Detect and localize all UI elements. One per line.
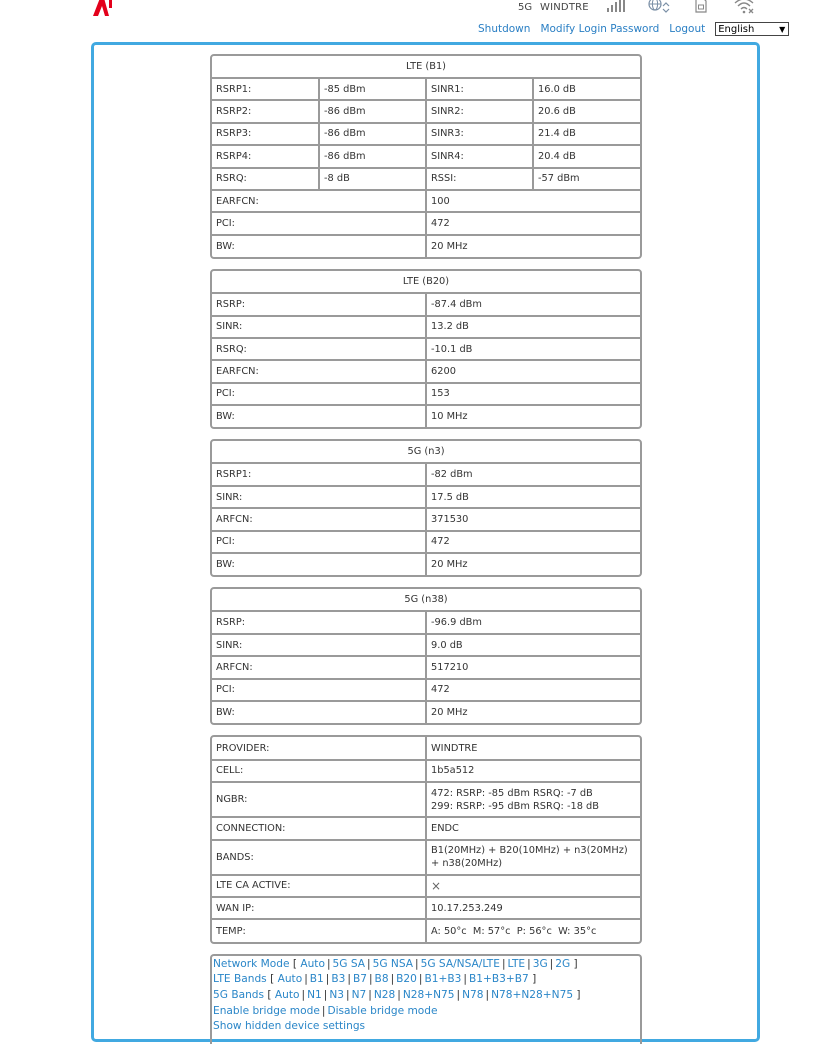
- nr-bands-label[interactable]: 5G Bands: [213, 988, 265, 1001]
- table-row: [212, 78, 640, 100]
- nr-band-auto[interactable]: Auto: [274, 988, 300, 1001]
- table-row: [212, 212, 640, 234]
- cell-label: EARFCN:: [212, 360, 426, 382]
- network-type: 5G: [518, 1, 533, 13]
- provider-label: PROVIDER:: [212, 737, 426, 759]
- wifi-icon: [733, 0, 757, 15]
- cell-value: -86 dBm: [319, 100, 426, 122]
- table-row: [212, 656, 640, 678]
- language-select[interactable]: [715, 22, 789, 36]
- cell-value: 472: [426, 679, 640, 701]
- table-row: [212, 316, 640, 338]
- hidden-settings-row: [213, 1019, 640, 1035]
- cell-label: RSRQ:: [212, 338, 426, 360]
- cell-value: 20.6 dB: [533, 100, 640, 122]
- table-row: [212, 235, 640, 257]
- lte-band-b3[interactable]: B3: [331, 973, 346, 986]
- cell-label: BW:: [212, 701, 426, 723]
- table-title: 5G (n3): [212, 441, 640, 463]
- cell-value: 17.5 dB: [426, 486, 640, 508]
- network-mode-row: Network Mode [ Auto | 5G SA | 5G NSA | 5G SA/NSA/LTE | LTE | 3G | 2G ]: [213, 957, 578, 970]
- cell-value: -10.1 dB: [426, 338, 640, 360]
- top-links: [478, 22, 789, 36]
- cell-value: 6200: [426, 360, 640, 382]
- cell-value: 100: [426, 190, 640, 212]
- network-mode-label[interactable]: Network Mode: [213, 957, 290, 970]
- table-row: [212, 360, 640, 382]
- cell-label: RSRP3:: [212, 123, 319, 145]
- cell-value: -57 dBm: [533, 168, 640, 190]
- cell-label: RSRP:: [212, 293, 426, 315]
- table-row: [212, 875, 640, 897]
- cell-value: 20 MHz: [426, 701, 640, 723]
- network-controls: [210, 954, 642, 1044]
- cell-label: ARFCN:: [212, 508, 426, 530]
- signal-bars-icon: [606, 0, 628, 13]
- bands-value: B1(20MHz) + B20(10MHz) + n3(20MHz) + n38(20MHz): [426, 840, 640, 875]
- wan-ip-value: 10.17.253.249: [426, 897, 640, 919]
- show-hidden-settings-link[interactable]: Show hidden device settings: [213, 1020, 366, 1033]
- table-row: [212, 123, 640, 145]
- provider-value: WINDTRE: [426, 737, 640, 759]
- cell-value: -86 dBm: [319, 123, 426, 145]
- nr-band-n28-n75[interactable]: N28+N75: [402, 988, 455, 1001]
- lte-b1-table: [210, 54, 642, 259]
- lte-bands-label[interactable]: LTE Bands: [213, 973, 267, 986]
- table-row: [212, 737, 640, 759]
- cell-value: 153: [426, 383, 640, 405]
- cell-value: -86 dBm: [319, 145, 426, 167]
- cell-id-value: 1b5a512: [426, 760, 640, 782]
- connection-value: ENDC: [426, 817, 640, 839]
- table-row: [212, 634, 640, 656]
- cell-label: PCI:: [212, 531, 426, 553]
- ngbr-value: [426, 782, 640, 817]
- nr-band-n7[interactable]: N7: [351, 988, 367, 1001]
- provider-name: WINDTRE: [540, 1, 589, 13]
- cell-label: BW:: [212, 405, 426, 427]
- cell-value: 20.4 dB: [533, 145, 640, 167]
- globe-network-icon[interactable]: [645, 0, 673, 13]
- table-title: LTE (B20): [212, 271, 640, 293]
- cell-label: RSRP1:: [212, 463, 426, 485]
- table-row: [212, 190, 640, 212]
- lte-ca-label: LTE CA ACTIVE:: [212, 875, 426, 897]
- cell-value: -96.9 dBm: [426, 611, 640, 633]
- table-row: [212, 100, 640, 122]
- lte-band-b1-b3[interactable]: B1+B3: [424, 973, 462, 986]
- cell-label: RSRP:: [212, 611, 426, 633]
- cell-label: EARFCN:: [212, 190, 426, 212]
- cell-value: 16.0 dB: [533, 78, 640, 100]
- lte-band-b1[interactable]: B1: [309, 973, 324, 986]
- table-row: [212, 760, 640, 782]
- table-row: [212, 293, 640, 315]
- brand-logo: [92, 0, 116, 16]
- network-mode-5g-sa[interactable]: 5G SA: [332, 957, 366, 970]
- lte-band-b1-b3-b7[interactable]: B1+B3+B7: [468, 973, 529, 986]
- cell-value: 20 MHz: [426, 553, 640, 575]
- cell-value: -85 dBm: [319, 78, 426, 100]
- table-row: [212, 817, 640, 839]
- nr-bands-row: 5G Bands [ Auto | N1 | N3 | N7 | N28 | N28+N75 | N78 | N78+N28+N75 ]: [213, 988, 581, 1001]
- lte-band-b7[interactable]: B7: [352, 973, 367, 986]
- nr-band-n28[interactable]: N28: [373, 988, 396, 1001]
- table-title: LTE (B1): [212, 56, 640, 78]
- temp-label: TEMP:: [212, 919, 426, 941]
- nr-n3-table: [210, 439, 642, 577]
- cell-label: PCI:: [212, 679, 426, 701]
- cell-label: RSRP1:: [212, 78, 319, 100]
- table-row: [212, 338, 640, 360]
- cell-label: PCI:: [212, 383, 426, 405]
- cell-label: SINR:: [212, 634, 426, 656]
- lte-band-auto[interactable]: Auto: [277, 973, 303, 986]
- table-row: [212, 919, 640, 941]
- network-mode-5g-nsa[interactable]: 5G NSA: [372, 957, 414, 970]
- nr-n38-table: [210, 587, 642, 725]
- cell-label: PCI:: [212, 212, 426, 234]
- cell-label: BW:: [212, 235, 426, 257]
- table-row: [212, 531, 640, 553]
- bands-label: BANDS:: [212, 840, 426, 875]
- cell-label: RSRP4:: [212, 145, 319, 167]
- cell-value: 9.0 dB: [426, 634, 640, 656]
- table-row: [212, 840, 640, 875]
- ngbr-label: NGBR:: [212, 782, 426, 817]
- network-mode-3g[interactable]: 3G: [532, 957, 548, 970]
- shutdown-link[interactable]: Shutdown: [478, 23, 531, 35]
- wan-ip-label: WAN IP:: [212, 897, 426, 919]
- lte-band-b8[interactable]: B8: [374, 973, 389, 986]
- cell-value: 20 MHz: [426, 235, 640, 257]
- table-row: [212, 553, 640, 575]
- lte-b20-table: [210, 269, 642, 429]
- table-title: 5G (n38): [212, 589, 640, 611]
- temp-value: A: 50°c M: 57°c P: 56°c W: 35°c: [426, 919, 640, 941]
- top-status-bar: [518, 0, 616, 14]
- table-row: [212, 168, 640, 190]
- language-value: English: [718, 23, 755, 35]
- cell-label: SINR4:: [426, 145, 533, 167]
- cell-id-label: CELL:: [212, 760, 426, 782]
- logout-link[interactable]: Logout: [669, 23, 706, 35]
- cell-label: RSRP2:: [212, 100, 319, 122]
- chevron-down-icon: ▼: [779, 24, 786, 34]
- nr-band-n78[interactable]: N78: [462, 988, 484, 1001]
- ngbr-line-2: 299: RSRP: -95 dBm RSRQ: -18 dB: [431, 800, 599, 812]
- table-row: [212, 701, 640, 723]
- cell-label: BW:: [212, 553, 426, 575]
- table-row: [212, 383, 640, 405]
- cell-label: SINR3:: [426, 123, 533, 145]
- cell-value: 371530: [426, 508, 640, 530]
- table-row: [212, 486, 640, 508]
- network-mode-5g-sa-nsa-lte[interactable]: 5G SA/NSA/LTE: [420, 957, 500, 970]
- connection-info-table: [210, 735, 642, 943]
- bridge-mode-row: Enable bridge mode | Disable bridge mode: [213, 1004, 438, 1017]
- cell-value: 472: [426, 212, 640, 234]
- cell-label: SINR:: [212, 316, 426, 338]
- cell-label: RSRQ:: [212, 168, 319, 190]
- cell-value: 10 MHz: [426, 405, 640, 427]
- content-column: [210, 54, 642, 1044]
- cell-value: 472: [426, 531, 640, 553]
- table-row: [212, 897, 640, 919]
- table-row: [212, 405, 640, 427]
- cell-label: ARFCN:: [212, 656, 426, 678]
- connection-label: CONNECTION:: [212, 817, 426, 839]
- table-row: [212, 782, 640, 817]
- network-mode-auto[interactable]: Auto: [300, 957, 325, 970]
- table-row: [212, 463, 640, 485]
- table-row: [212, 145, 640, 167]
- cell-value: 517210: [426, 656, 640, 678]
- nr-band-n1[interactable]: N1: [307, 988, 322, 1001]
- lte-bands-row: LTE Bands [ Auto | B1 | B3 | B7 | B8 | B20 | B1+B3 | B1+B3+B7 ]: [213, 973, 537, 986]
- table-row: [212, 611, 640, 633]
- ngbr-line-1: 472: RSRP: -85 dBm RSRQ: -7 dB: [431, 787, 593, 799]
- network-mode-lte[interactable]: LTE: [507, 957, 526, 970]
- cell-value: -8 dB: [319, 168, 426, 190]
- cell-value: 13.2 dB: [426, 316, 640, 338]
- cell-label: SINR1:: [426, 78, 533, 100]
- close-icon: ×: [426, 875, 640, 897]
- table-row: [212, 679, 640, 701]
- cell-value: -87.4 dBm: [426, 293, 640, 315]
- lte-band-b20[interactable]: B20: [396, 973, 417, 986]
- cell-value: -82 dBm: [426, 463, 640, 485]
- nr-band-n3[interactable]: N3: [329, 988, 345, 1001]
- disable-bridge-mode-link[interactable]: Disable bridge mode: [327, 1004, 438, 1017]
- table-row: [212, 508, 640, 530]
- modify-login-password-link[interactable]: Modify Login Password: [540, 23, 660, 35]
- sim-card-icon: [694, 0, 708, 13]
- cell-label: SINR2:: [426, 100, 533, 122]
- cell-label: RSSI:: [426, 168, 533, 190]
- cell-value: 21.4 dB: [533, 123, 640, 145]
- enable-bridge-mode-link[interactable]: Enable bridge mode: [213, 1004, 320, 1017]
- nr-band-n78-n28-n75[interactable]: N78+N28+N75: [491, 988, 574, 1001]
- cell-label: SINR:: [212, 486, 426, 508]
- network-mode-2g[interactable]: 2G: [555, 957, 571, 970]
